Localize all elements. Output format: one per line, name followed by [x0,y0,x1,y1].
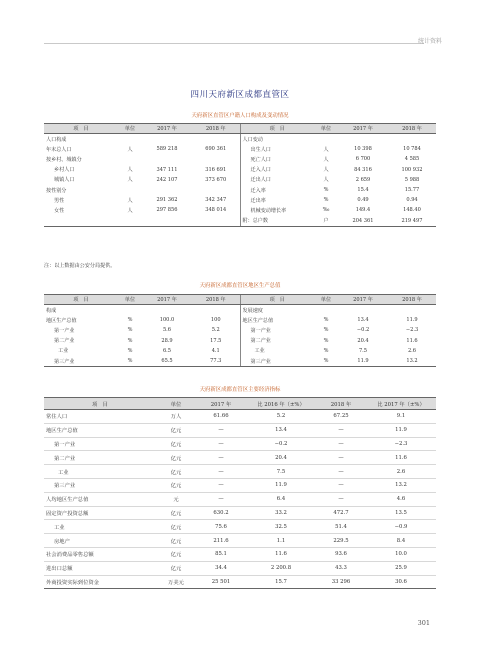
table-row [44,506,436,520]
table-cell: 4 585 [404,156,420,163]
table-cell: 15.77 [404,187,420,194]
table-row [44,346,436,356]
table-row [44,492,436,506]
table-cell: 11.6 [246,547,316,561]
table-row [44,478,436,492]
table-cell: 630.2 [196,506,246,520]
table-cell: ‰ [322,207,330,214]
table-cell: % [127,327,133,334]
table-cell: 户 [314,216,338,227]
table-row [44,423,436,437]
table-row [44,154,436,164]
table-cell: % [127,347,133,354]
table-cell: % [118,356,142,367]
table1-body [44,134,436,227]
table1-caption: 天府新区直管区户籍人口构成及变动情况 [191,113,289,119]
table-row [44,575,436,589]
table-cell: −0.2 [356,327,370,334]
table-cell [388,134,436,145]
table-cell: 6.5 [162,347,172,354]
row-label [44,216,118,227]
row-label: 第一产业 [54,327,75,334]
table-cell [142,154,192,164]
table-cell [142,134,192,145]
table-cell: 20.4 [357,337,369,344]
table-cell: 690 361 [205,146,227,153]
row-label: 按性别分 [46,187,67,194]
column-header: 2018 年 [192,295,240,305]
column-header: 2018 年 [192,124,240,134]
row-label: 出生人口 [240,144,314,154]
table-row [44,465,436,479]
row-label: 城镇人口 [54,177,75,184]
table-row [44,175,436,185]
table-cell [192,216,240,227]
table-cell: 2.6 [366,465,436,479]
row-label: 地区生产总值 [46,317,77,324]
table-cell: 2 200.8 [246,561,316,575]
table-row [44,437,436,451]
page-number: 301 [417,619,430,627]
table-row [44,185,436,195]
table-row [44,134,436,145]
row-label: 第二产业 [54,338,75,345]
table-cell: 5 988 [404,176,420,183]
row-label: 第二产业 [44,451,156,465]
row-label: 发展速度 [240,305,314,316]
table-cell: 85.1 [196,547,246,561]
table-cell: 5.6 [162,327,172,334]
column-header: 单位 [156,398,196,410]
table-row [44,451,436,465]
table-cell: 33 296 [316,575,366,589]
table-row [44,410,436,424]
row-label: 第三产业 [240,356,314,367]
table-cell: % [323,347,329,354]
table-cell: % [323,187,329,194]
table-cell: 亿元 [156,534,196,548]
table-cell [118,305,142,316]
table-cell: % [323,327,329,334]
table-cell [192,185,240,195]
table-cell: 100 [210,317,221,324]
table3-caption: 天府新区成都直管区主要经济指标 [199,387,281,393]
header-row [44,398,436,410]
table-cell: 33.2 [246,506,316,520]
table-cell [142,185,192,195]
table-cell: 0.94 [406,197,418,204]
table-cell [314,305,338,316]
table-cell: 13.5 [366,506,436,520]
table3-header [44,398,436,410]
table-cell [118,185,142,195]
table-cell: 11.9 [406,317,418,324]
table-cell [142,216,192,227]
row-label: 附：总户数 [240,216,314,227]
table-row [44,216,436,227]
row-label: 人口变动 [240,134,314,145]
population-table [44,123,436,227]
table-cell [314,134,338,145]
table-cell: 5.2 [211,327,220,334]
row-label: 机械变动增长率 [240,205,314,215]
table-cell: — [316,451,366,465]
table-cell: 人 [127,146,133,153]
table-cell: 11.6 [366,451,436,465]
table2-body [44,305,436,367]
table-cell: 11.9 [338,356,388,367]
table-cell: 人 [323,167,329,174]
table-cell: 472.7 [316,506,366,520]
column-header: 2017 年 [338,124,388,134]
table-row [44,356,436,367]
table-cell: — [196,423,246,437]
table-cell: 28.9 [161,337,173,344]
table-cell: — [316,465,366,479]
column-header: 比 2017 年（±%） [366,398,436,410]
table-row [44,205,436,215]
row-label: 第三产业 [44,356,118,367]
table-cell: 亿元 [156,506,196,520]
table-cell: 11.9 [366,423,436,437]
table-cell: 30.6 [366,575,436,589]
table-cell: 人 [127,197,133,204]
table-cell: 242 107 [156,176,178,183]
row-label: 工业 [240,346,314,356]
table-cell: 8.4 [366,534,436,548]
table-row [44,336,436,346]
table-row [44,165,436,175]
table-cell: 亿元 [156,451,196,465]
table-cell: — [316,423,366,437]
column-header: 单位 [314,295,338,305]
row-label: 地区生产总值 [44,423,156,437]
table-cell: % [323,197,329,204]
column-header: 2018 年 [316,398,366,410]
table-cell: 100 932 [401,166,423,173]
table-row [44,534,436,548]
table-cell: 2.6 [407,347,417,354]
header-row [44,124,436,134]
row-label: 第三产业 [44,478,156,492]
table-cell: −2.3 [405,327,419,334]
table-cell: 亿元 [156,423,196,437]
table-cell: 亿元 [156,465,196,479]
row-label: 工业 [44,465,156,479]
table-row [44,144,436,154]
column-header: 项 目 [240,295,314,305]
table-cell: 7.5 [358,347,368,354]
table-cell [192,305,240,316]
table-cell: 589 218 [156,146,178,153]
table2-caption: 天府新区成都直管区地区生产总值 [199,283,281,289]
row-label: 地区生产总值 [240,315,314,325]
table-cell: 10 784 [403,146,421,153]
table-cell: 149.4 [355,207,371,214]
table-cell: 11.9 [246,478,316,492]
table-cell: 65.5 [142,356,192,367]
table-cell: 万人 [156,410,196,424]
table-cell: 342 347 [205,197,227,204]
table-cell: −0.9 [366,520,436,534]
table-cell: 67.25 [316,410,366,424]
table-cell [338,134,388,145]
table-cell: 人 [127,177,133,184]
table-cell: — [316,478,366,492]
table-cell: 0.49 [357,197,369,204]
row-label: 外商投资实际到位资金 [44,575,156,589]
row-label: 社会消费品零售总额 [44,547,156,561]
table-cell: 人 [323,146,329,153]
table-cell: 148.40 [403,207,421,214]
row-label: 固定资产投资总额 [44,506,156,520]
row-label: 常住人口 [44,410,156,424]
table-cell: 11.6 [406,337,418,344]
table-cell: 万美元 [156,575,196,589]
table-cell: 13.4 [246,423,316,437]
table-cell: — [196,465,246,479]
table-cell: 291 362 [156,197,178,204]
column-header: 项 目 [240,124,314,134]
table-cell: 211.6 [196,534,246,548]
table-cell: −0.2 [246,437,316,451]
header-rule [44,43,424,44]
table-cell: % [127,317,133,324]
row-label: 迁入人口 [240,165,314,175]
table1-note: 注：以上数据由公安分局提供。 [44,263,116,269]
column-header: 2017 年 [142,124,192,134]
table-cell: 人 [323,177,329,184]
table-row [44,315,436,325]
table-cell: 人 [323,156,329,163]
table-cell: — [196,437,246,451]
table-cell: 347 111 [156,166,178,173]
table-cell: 亿元 [156,437,196,451]
table-row [44,325,436,335]
table-cell: 亿元 [156,478,196,492]
table-cell [118,216,142,227]
row-label: 人均地区生产总值 [44,492,156,506]
table-cell: % [127,337,133,344]
table-cell: 316 691 [205,166,227,173]
table-cell: 4.1 [211,347,220,354]
table-cell: 10.0 [366,547,436,561]
table-cell: 373 670 [205,176,227,183]
table-cell: 6 700 [355,156,371,163]
table-cell: 亿元 [156,520,196,534]
column-header: 单位 [118,295,142,305]
table-cell: 25 501 [196,575,246,589]
table-cell: 100.0 [159,317,175,324]
table-cell: — [196,492,246,506]
table-row [44,561,436,575]
table-cell: 亿元 [156,561,196,575]
table-cell: — [196,478,246,492]
table-cell: — [196,451,246,465]
table-cell: 13.2 [366,478,436,492]
table-cell: −2.3 [366,437,436,451]
column-header: 项 目 [44,124,118,134]
table-cell: 9.1 [366,410,436,424]
table-cell: 229.5 [316,534,366,548]
table-cell: 7.5 [246,465,316,479]
table-row [44,520,436,534]
table-cell: 34.4 [196,561,246,575]
table-cell [118,134,142,145]
table-cell: 15.7 [246,575,316,589]
table-cell: 4.6 [366,492,436,506]
row-label: 女性 [54,207,65,214]
row-label: 按乡村、城镇分 [46,156,82,163]
running-header: 统计资料 [417,38,442,45]
table-cell [192,154,240,164]
table-cell: 10 398 [354,146,372,153]
table-cell: 75.6 [196,520,246,534]
column-header: 项 目 [44,295,118,305]
table-cell: 77.3 [192,356,240,367]
table-cell: % [314,356,338,367]
header-row [44,295,436,305]
table-cell: 219 497 [388,216,436,227]
column-header: 2017 年 [142,295,192,305]
row-label: 迁入率 [240,185,314,195]
row-label: 迁出人口 [240,175,314,185]
table-cell: 13.2 [388,356,436,367]
column-header: 2018 年 [388,295,436,305]
table-cell: 元 [156,492,196,506]
row-label: 工业 [44,520,156,534]
table-cell: % [323,317,329,324]
table-cell: 43.3 [316,561,366,575]
row-label: 乡村人口 [54,167,75,174]
table-cell: 204 361 [338,216,388,227]
table-cell: 人 [127,167,133,174]
table-cell: 297 856 [156,207,178,214]
table-cell: 32.5 [246,520,316,534]
table-cell: 6.4 [246,492,316,506]
table2-header [44,295,436,305]
column-header: 2018 年 [388,124,436,134]
table-cell: 17.5 [210,337,222,344]
table-cell [142,305,192,316]
table-cell: 25.9 [366,561,436,575]
row-label: 迁出率 [240,195,314,205]
row-label: 年末总人口 [46,146,72,153]
table-cell: 人 [127,207,133,214]
column-header: 比 2016 年（±%） [246,398,316,410]
column-header: 2017 年 [196,398,246,410]
table-cell: 15.4 [357,187,369,194]
gdp-table [44,294,436,367]
table-cell: 2 659 [355,176,371,183]
column-header: 单位 [314,124,338,134]
table3-body [44,410,436,589]
table-row [44,305,436,316]
row-label: 进出口总额 [44,561,156,575]
row-label: 人口构成 [46,136,67,143]
column-header: 2017 年 [338,295,388,305]
page-title: 四川天府新区成都直管区 [190,90,290,100]
table-cell: 13.4 [357,317,369,324]
table-cell [338,305,388,316]
table-cell: 51.4 [316,520,366,534]
row-label: 死亡人口 [240,154,314,164]
table-cell [192,134,240,145]
row-label: 第一产业 [240,325,314,335]
row-label: 房地产 [44,534,156,548]
table-cell: 93.6 [316,547,366,561]
table-cell: 84 316 [354,166,372,173]
row-label: 第二产业 [240,336,314,346]
column-header: 单位 [118,124,142,134]
table-cell [118,154,142,164]
table-cell: 20.4 [246,451,316,465]
table-cell: % [323,337,329,344]
table-cell: — [316,492,366,506]
row-label: 男性 [54,197,65,204]
row-label: 第一产业 [44,437,156,451]
table-cell: — [316,437,366,451]
table-cell: 5.2 [246,410,316,424]
table1-header [44,124,436,134]
row-label: 工业 [58,348,69,355]
table-row [44,195,436,205]
table-row [44,547,436,561]
economic-indicators-table [44,397,436,589]
table-cell: 1.1 [246,534,316,548]
table-cell: 61.66 [196,410,246,424]
table-cell: 亿元 [156,547,196,561]
row-label: 构成 [46,307,57,314]
column-header: 项 目 [44,398,156,410]
table-cell [388,305,436,316]
table-cell: 348 014 [205,207,227,214]
